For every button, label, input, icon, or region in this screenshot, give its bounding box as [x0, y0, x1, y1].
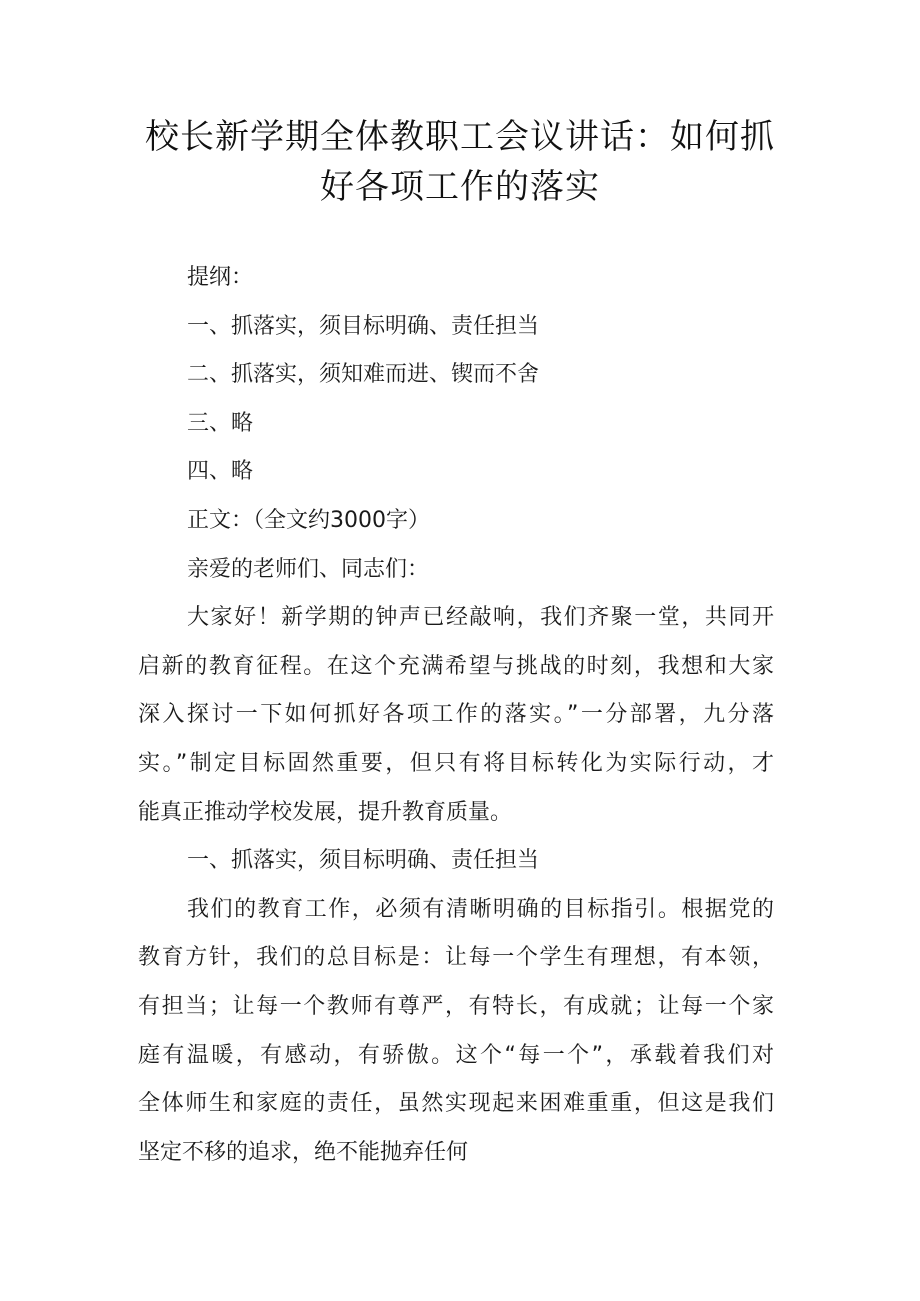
body-label: 正文：（全文约3000字）: [187, 507, 430, 533]
intro-line-3: 深入探讨一下如何抓好各项工作的落实。”一分部署，九分落: [138, 702, 774, 728]
outline-item-2: 二、抓落实，须知难而进、锲而不舍: [187, 362, 540, 388]
section-1-line-5: 全体师生和家庭的责任，虽然实现起来困难重重，但这是我们: [138, 1091, 774, 1117]
title-line-2: 好各项工作的落实: [320, 167, 600, 207]
outline-item-3: 三、略: [187, 410, 254, 436]
section-1-line-3: 有担当；让每一个教师有尊严，有特长，有成就；让每一个家: [138, 993, 774, 1019]
section-1-line-1: 我们的教育工作，必须有清晰明确的目标指引。根据党的: [187, 896, 774, 922]
title-line-1: 校长新学期全体教职工会议讲话：如何抓: [145, 117, 775, 157]
section-1-line-2: 教育方针，我们的总目标是：让每一个学生有理想，有本领，: [138, 945, 774, 971]
outline-label: 提纲：: [187, 265, 254, 290]
intro-line-4: 实。”制定目标固然重要，但只有将目标转化为实际行动，才: [138, 750, 774, 776]
outline-item-4: 四、略: [187, 459, 254, 485]
section-1-line-6: 坚定不移的追求，绝不能抛弃任何: [138, 1139, 469, 1165]
intro-line-1: 大家好！新学期的钟声已经敲响，我们齐聚一堂，共同开: [187, 605, 774, 631]
section-1-line-4: 庭有温暖，有感动，有骄傲。这个“每一个”，承载着我们对: [138, 1042, 774, 1068]
section-1-heading: 一、抓落实，须目标明确、责任担当: [187, 848, 540, 874]
document-body: [138, 254, 774, 1177]
intro-line-2: 启新的教育征程。在这个充满希望与挑战的时刻，我想和大家: [138, 653, 774, 679]
document-title: [138, 112, 782, 212]
intro-line-5: 能真正推动学校发展，提升教育质量。: [138, 799, 513, 825]
salutation: 亲爱的老师们、同志们：: [187, 556, 430, 582]
outline-item-1: 一、抓落实，须目标明确、责任担当: [187, 313, 540, 339]
